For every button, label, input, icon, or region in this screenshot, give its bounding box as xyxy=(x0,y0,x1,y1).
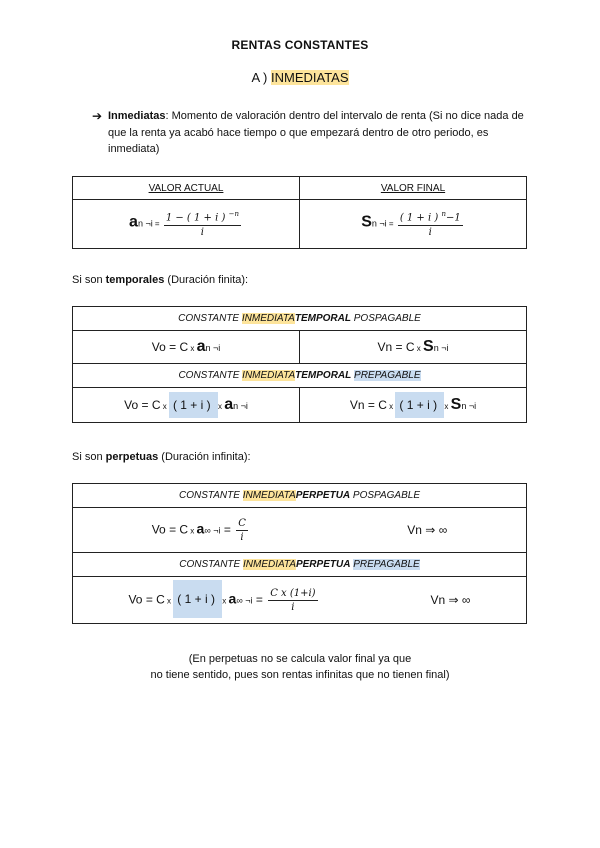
factor-1-plus-i: ( 1 + i ) xyxy=(173,580,222,618)
intro-prefix: Si son xyxy=(72,274,106,286)
formula-valor-final xyxy=(300,200,527,249)
num-part-a: ( 1 + xyxy=(399,212,428,224)
fraction-numerator: C xyxy=(238,517,246,529)
vn-prepagable xyxy=(300,388,527,423)
perpetua-table xyxy=(72,483,527,624)
definition-text xyxy=(108,108,532,158)
num-part-i: i xyxy=(428,212,432,224)
times: x xyxy=(222,596,229,606)
label-constante: CONSTANTE xyxy=(179,559,243,570)
num-part-b: ) xyxy=(218,212,229,224)
temporales-intro xyxy=(72,274,248,286)
symbol-sub: n ¬i xyxy=(371,218,387,229)
label-pospagable: POSPAGABLE xyxy=(350,313,421,324)
times: x xyxy=(188,526,197,536)
formula-valor-actual xyxy=(73,200,300,249)
vo-pospagable xyxy=(73,331,300,364)
label-temporal: TEMPORAL xyxy=(294,313,351,324)
label-constante: CONSTANTE xyxy=(178,370,243,381)
header-valor-actual: VALOR ACTUAL xyxy=(73,177,300,200)
vo-text: Vo = C xyxy=(124,398,161,412)
perpetua-prepagable-formulas xyxy=(73,577,527,624)
label-prepagable: PREPAGABLE xyxy=(354,370,421,381)
fraction-numerator xyxy=(398,210,463,225)
perpetua-pospagable-formulas xyxy=(73,508,527,553)
vo-text: Vo = C xyxy=(151,340,189,354)
label-perpetua: PERPETUA xyxy=(295,559,351,570)
fraction-numerator xyxy=(164,210,241,225)
times: x xyxy=(414,344,424,353)
times: x xyxy=(164,596,174,606)
label-inmediata: INMEDIATA xyxy=(242,370,296,381)
vo-text: Vo = C xyxy=(128,592,165,607)
equals: = xyxy=(152,219,162,229)
symbol-a: a xyxy=(196,520,205,537)
fraction-denominator: i xyxy=(428,226,432,238)
definition-term: Inmediatas xyxy=(108,110,166,122)
label-pospagable: POSPAGABLE xyxy=(350,490,420,501)
symbol-sub: n ¬i xyxy=(233,401,248,411)
label-inmediata: INMEDIATA xyxy=(242,490,296,501)
fraction xyxy=(398,210,463,237)
symbol-s: S xyxy=(450,396,462,413)
symbol-sub: n ¬i xyxy=(433,343,449,353)
vo-text: Vo = C xyxy=(151,522,189,537)
symbol-sub: ∞ ¬i xyxy=(236,595,253,606)
fraction xyxy=(268,588,317,613)
page-title: RENTAS CONSTANTES xyxy=(231,38,369,52)
num-exponent: n xyxy=(441,210,446,219)
symbol-sub: n ¬i xyxy=(205,343,221,353)
definition-bullet xyxy=(92,108,532,158)
perpetuas-intro xyxy=(72,451,251,463)
temporal-table xyxy=(72,306,527,423)
fraction-numerator: C x (1+i) xyxy=(270,587,316,599)
vn-text: Vn = C xyxy=(349,398,387,412)
fraction-denominator: i xyxy=(240,531,244,543)
header-valor-final: VALOR FINAL xyxy=(300,177,527,200)
equals: = xyxy=(220,522,235,537)
symbol-a: a xyxy=(224,396,234,413)
footnote-line-2: no tiene sentido, pues son rentas infinitas que no tienen final) xyxy=(150,669,450,681)
times: x xyxy=(444,402,451,411)
subtitle-prefix: A ) xyxy=(251,70,271,85)
arrow-icon: ➔ xyxy=(92,109,103,123)
symbol-sub: n ¬i xyxy=(137,218,153,229)
vn-pospagable: Vn ⇒ ∞ xyxy=(407,523,448,537)
label-prepagable: PREPAGABLE xyxy=(353,559,420,570)
section-subtitle xyxy=(0,70,600,85)
symbol-a: a xyxy=(228,590,237,607)
symbol-a: a xyxy=(196,338,206,355)
num-part-i: i xyxy=(215,212,219,224)
equals: = xyxy=(252,592,267,607)
row-header-pospagable xyxy=(73,307,527,331)
label-inmediata: INMEDIATA xyxy=(243,559,296,570)
times: x xyxy=(386,402,396,411)
row-header-pospagable xyxy=(73,484,527,508)
vn-prepagable: Vn ⇒ ∞ xyxy=(430,593,471,607)
intro-suffix: (Duración finita): xyxy=(164,274,249,286)
footnote-line-1: (En perpetuas no se calcula valor final ya que xyxy=(188,653,412,665)
symbol-sub: n ¬i xyxy=(461,401,477,411)
vn-text: Vn = C xyxy=(377,340,415,354)
factor-1-plus-i: ( 1 + i ) xyxy=(169,392,218,418)
row-header-prepagable xyxy=(73,553,527,577)
definition-body: : Momento de valoración dentro del intervalo de renta (Si no dice nada de que la renta ya acabó hace tiempo o que empezará dentro de otro periodo, es inmediata) xyxy=(108,110,524,155)
row-header-prepagable xyxy=(73,364,527,388)
times: x xyxy=(217,402,225,411)
factor-1-plus-i: ( 1 + i ) xyxy=(395,392,444,418)
num-part-c: −1 xyxy=(445,212,461,224)
intro-prefix: Si son xyxy=(72,451,106,463)
symbol-s: S xyxy=(361,213,372,231)
vo-prepagable xyxy=(73,388,300,423)
label-perpetua: PERPETUA xyxy=(295,490,351,501)
num-part-b: ) xyxy=(431,212,442,224)
fraction xyxy=(236,518,248,543)
label-constante: CONSTANTE xyxy=(178,313,242,324)
label-temporal: TEMPORAL xyxy=(295,370,352,381)
intro-bold: temporales xyxy=(105,274,165,286)
valor-table xyxy=(72,176,527,249)
symbol-a: a xyxy=(129,213,138,231)
fraction-denominator: i xyxy=(291,601,295,613)
fraction xyxy=(164,210,241,237)
vo-prepagable xyxy=(128,588,319,613)
fraction-denominator: i xyxy=(200,226,204,238)
intro-suffix: (Duración infinita): xyxy=(158,451,251,463)
intro-bold: perpetuas xyxy=(105,451,159,463)
times: x xyxy=(188,344,197,353)
vo-pospagable xyxy=(152,518,250,543)
num-part-a: 1 − ( 1 + xyxy=(165,212,216,224)
symbol-s: S xyxy=(423,338,434,355)
subtitle-highlight: INMEDIATAS xyxy=(270,70,349,85)
footnote xyxy=(0,651,600,683)
times: x xyxy=(160,402,169,411)
symbol-sub: ∞ ¬i xyxy=(204,525,221,536)
vn-pospagable xyxy=(300,331,527,364)
label-inmediata: INMEDIATA xyxy=(241,313,295,324)
equals: = xyxy=(386,219,396,229)
label-constante: CONSTANTE xyxy=(179,490,243,501)
num-exponent: −n xyxy=(228,210,239,219)
